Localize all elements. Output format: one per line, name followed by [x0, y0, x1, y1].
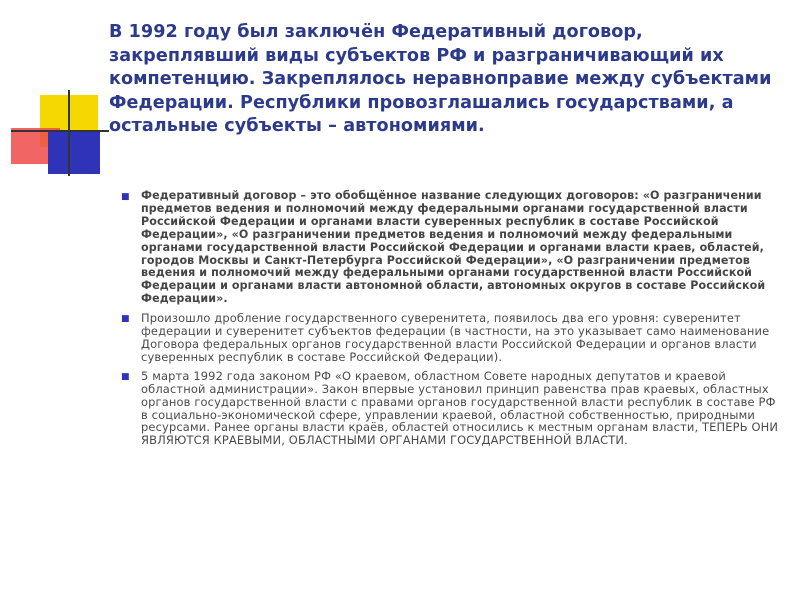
decorative-vertical-line: [68, 90, 70, 176]
bullet-list: [121, 190, 779, 453]
bullet-text: 5 марта 1992 года законом РФ «О краевом, областном Совете народных депутатов и краевой областной администрации». Закон впервые установил принцип равенства прав краевых, областных органов государственной власти с правами органов государственной власти республик в составе РФ в социально-экономической сфере, управлении краевой, областной собственностью, природными ресурсами. Ранее органы власти краёв, областей относились к местным органам власти, ТЕПЕРЬ ОНИ ЯВЛЯЮТСЯ КРАЕВЫМИ, ОБЛАСТНЫМИ ОРГАНАМИ ГОСУДАРСТВЕННОЙ ВЛАСТИ.: [141, 368, 779, 448]
list-item: [121, 312, 779, 364]
slide-title: В 1992 году был заключён Федеративный договор, закреплявший виды субъектов РФ и разграничивающий их компетенцию. Закреплялось неравноправие между субъектами Федерации. Республики провозглашались государствами, а остальные субъекты – автономиями.: [109, 22, 772, 137]
decorative-blue-square: [48, 130, 100, 174]
square-bullet-icon: ■: [121, 371, 130, 382]
square-bullet-icon: ■: [121, 314, 130, 325]
bullet-text: Произошло дробление государственного суверенитета, появилось два его уровня: суверенитет федерации и суверенитет субъектов федерации (в частности, на это указывает само наименование Договора федеральных органов государственной власти Российской Федерации и органов власти суверенных республик в составе Российской Федерации).: [141, 311, 770, 364]
list-item: [121, 190, 779, 306]
decorative-horizontal-line: [11, 130, 109, 132]
square-bullet-icon: ■: [121, 192, 130, 202]
list-item: [121, 370, 779, 447]
bullet-text: Федеративный договор – это обобщённое название следующих договоров: «О разграничении предметов ведения и полномочий между федеральными органами государственной власти Российской Федерации и органами власти суверенных республик в составе Российской Федерации», «О разграничении предметов ведения и полномочий между федеральными органами государственной власти Российской Федерации и органами власти краев, областей, городов Москвы и Санкт-Петербурга Российской Федерации», «О разграничении предметов ведения и полномочий между федеральными органами государственной власти Российской Федерации и органами власти автономной области, автономных округов в составе Российской Федерации».: [141, 189, 766, 306]
